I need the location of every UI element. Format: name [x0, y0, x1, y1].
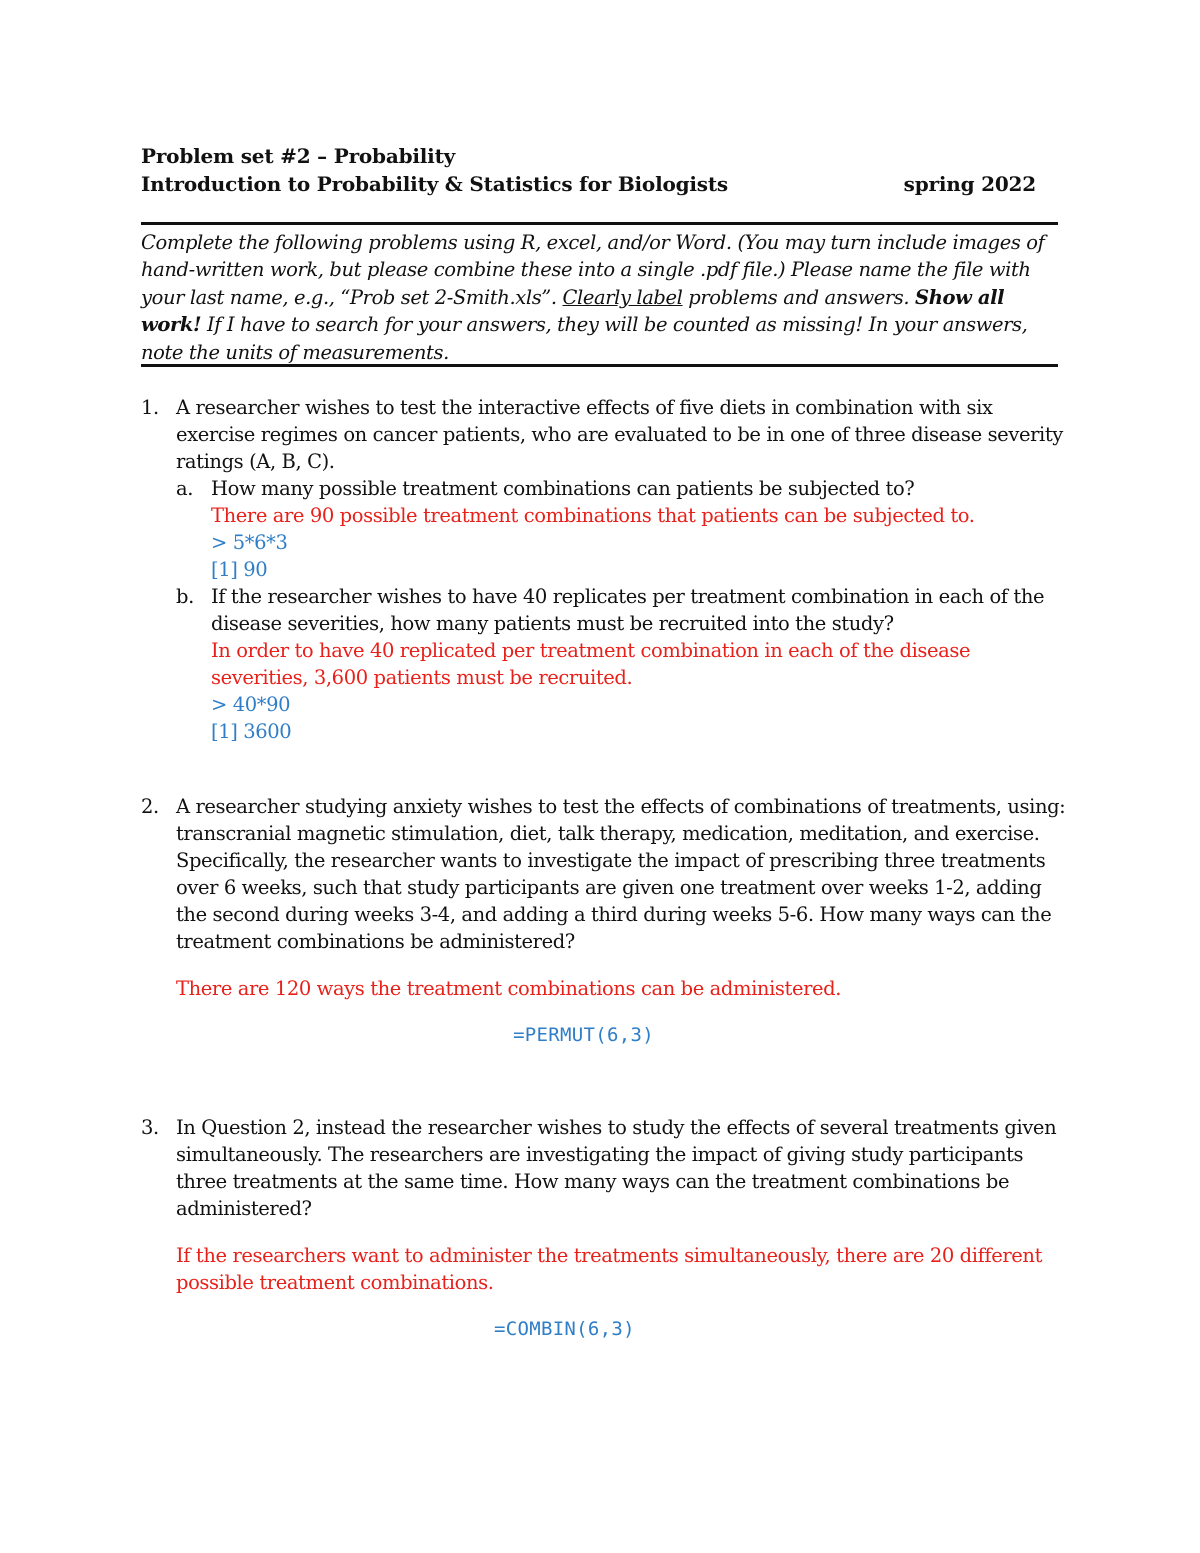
- question-text: In Question 2, instead the researcher wishes to study the effects of several treatments given simultaneously. The researchers are investigating the impact of giving study participants three treatments at the same time. How many ways can the treatment combinations be administered?: [176, 1116, 1057, 1220]
- sub-question-text: If the researcher wishes to have 40 replicates per treatment combination in each of the disease severities, how many patients must be recruited into the study?: [211, 585, 1045, 635]
- question-1a: [176, 475, 1071, 583]
- answer-text: There are 120 ways the treatment combinations can be administered.: [176, 977, 842, 1000]
- problem-set-title: Problem set #2 – Probability: [141, 144, 456, 168]
- question-1b: [176, 583, 1071, 745]
- question-text: A researcher wishes to test the interactive effects of five diets in combination with six exercise regimes on cancer patients, who are evaluated to be in one of three disease severity ratings (A, B, C).: [176, 396, 1063, 473]
- r-code-output: [1] 3600: [211, 720, 292, 743]
- top-rule: [141, 222, 1058, 225]
- question-number: 2.: [141, 795, 159, 818]
- sub-question-text: How many possible treatment combinations can patients be subjected to?: [211, 477, 915, 500]
- question-2: [141, 793, 1071, 1049]
- answer-text: In order to have 40 replicated per treatment combination in each of the disease severities, 3,600 patients must be recruited.: [211, 639, 971, 689]
- question-1: [141, 394, 1071, 745]
- bottom-rule: [141, 364, 1058, 367]
- question-number: 3.: [141, 1116, 159, 1139]
- course-title: Introduction to Probability & Statistics for Biologists: [141, 172, 728, 196]
- answer-text: There are 90 possible treatment combinations that patients can be subjected to.: [211, 504, 975, 527]
- excel-formula: =PERMUT(6,3): [513, 1024, 654, 1046]
- term-label: spring 2022: [903, 172, 1036, 196]
- r-code-output: [1] 90: [211, 558, 268, 581]
- course-header-row: [141, 170, 1036, 198]
- r-code-input: > 40*90: [211, 693, 291, 716]
- question-number: 1.: [141, 396, 159, 419]
- answer-text: If the researchers want to administer the treatments simultaneously, there are 20 different possible treatment combinations.: [176, 1244, 1042, 1294]
- show-all-work-emphasis: Show all work!: [141, 285, 1005, 337]
- instructions-box: Complete the following problems using R, excel, and/or Word. (You may turn include images of hand-written work, but please combine these into a single .pdf file.) Please name the file with your last name, e.g., “Prob set 2-Smith.xls”. Clearly label problems and answers. Show all work! If I have to search for your answers, they will be counted as missing! In your answers, note the units of measurements.: [141, 231, 1045, 364]
- sub-label: a.: [176, 477, 194, 500]
- excel-formula: =COMBIN(6,3): [494, 1318, 635, 1340]
- question-text: A researcher studying anxiety wishes to test the effects of combinations of treatments, using: transcranial magnetic stimulation, diet, talk therapy, medication, meditation, and exercise. Specifically, the researcher wants to investigate the impact of prescribing three treatments over 6 weeks, such that study participants are given one treatment over weeks 1-2, adding the second during weeks 3-4, and adding a third during weeks 5-6. How many ways can the treatment combinations be administered?: [176, 795, 1066, 953]
- r-code-input: > 5*6*3: [211, 531, 288, 554]
- question-3: [141, 1114, 1071, 1343]
- sub-label: b.: [176, 585, 194, 608]
- clearly-label-emphasis: Clearly label: [562, 285, 683, 309]
